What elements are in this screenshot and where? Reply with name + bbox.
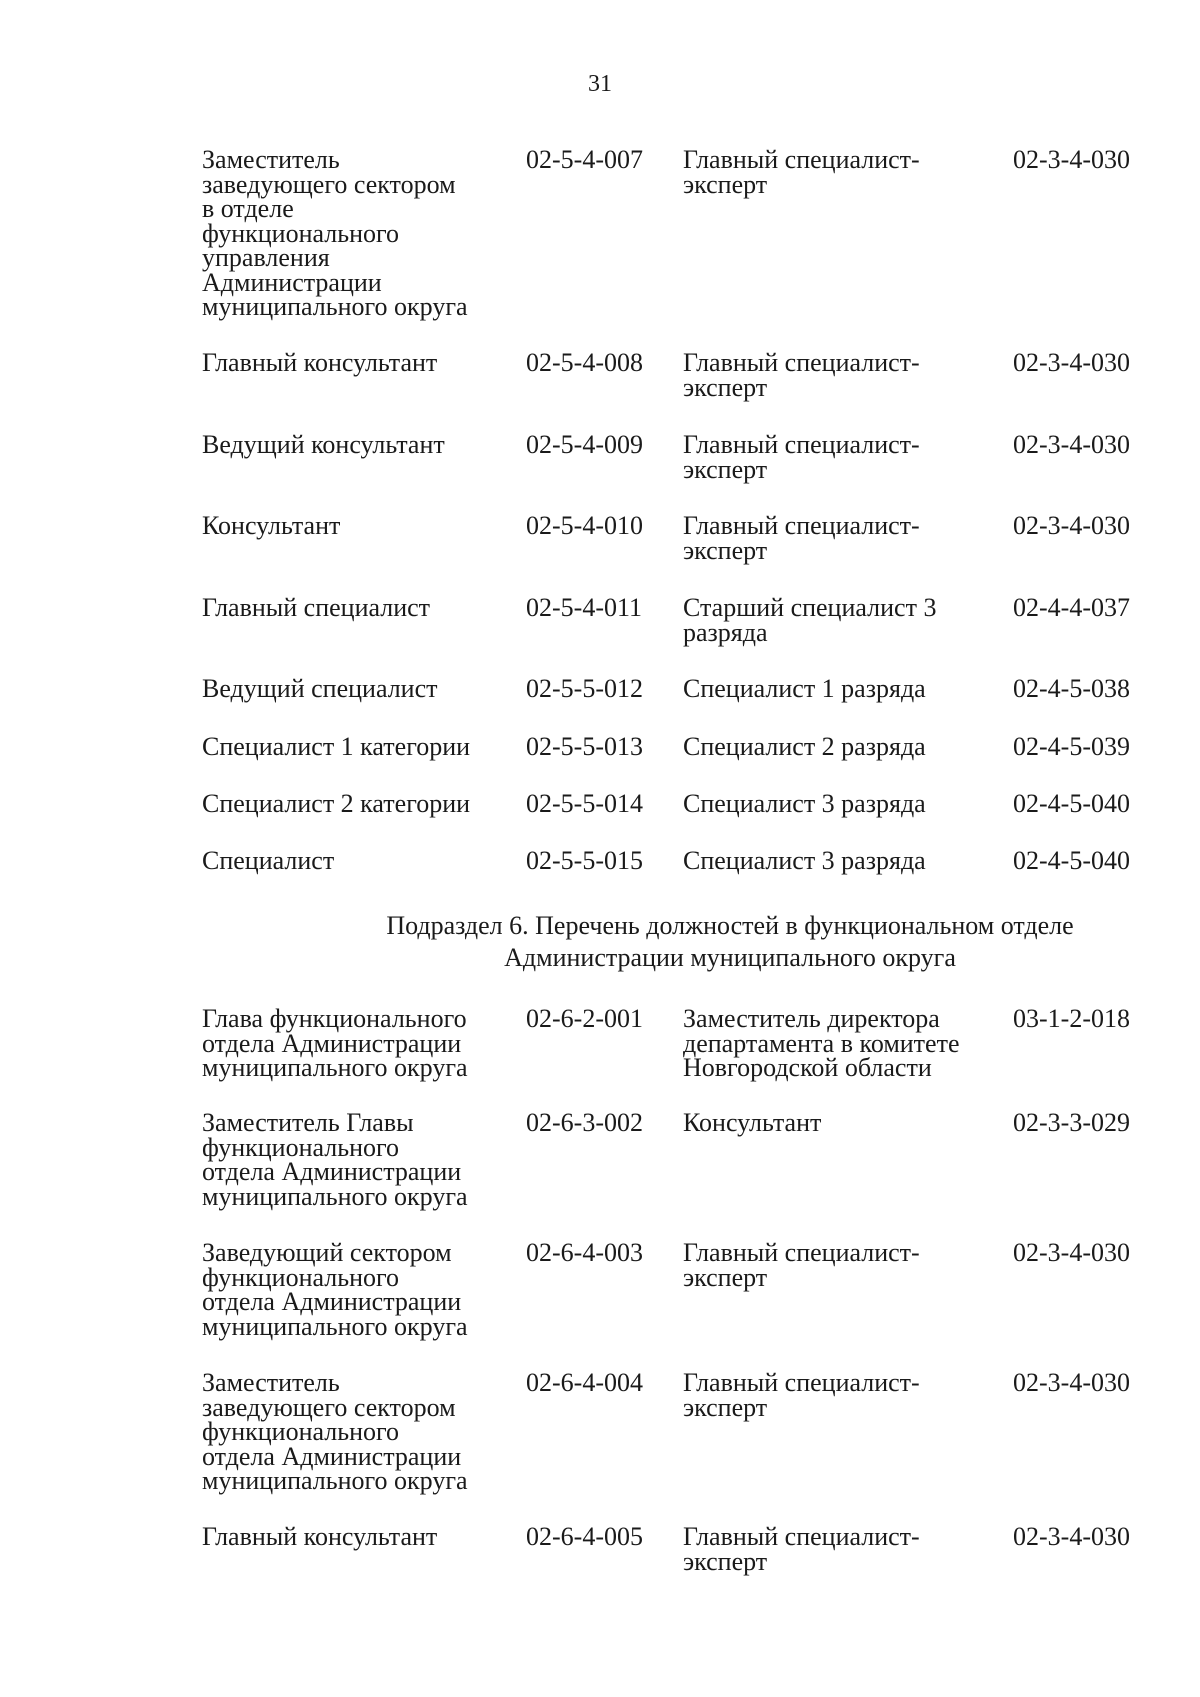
position-title: Главный консультант xyxy=(202,348,438,377)
position-title: Заместитель Главы функционального отдела Администрации муниципального округа xyxy=(202,1108,468,1211)
position-title: Консультант xyxy=(202,511,341,540)
position-code: 02-5-4-009 xyxy=(526,430,643,459)
equivalent-code: 02-3-4-030 xyxy=(1013,348,1130,377)
position-title: Специалист xyxy=(202,846,335,875)
equivalent-position: Главный специалист- эксперт xyxy=(683,1522,920,1576)
position-code: 02-5-5-013 xyxy=(526,732,643,761)
position-code: 02-5-4-007 xyxy=(526,145,643,174)
position-title: Специалист 2 категории xyxy=(202,789,471,818)
position-code: 02-6-3-002 xyxy=(526,1108,643,1137)
equivalent-code: 02-3-4-030 xyxy=(1013,145,1130,174)
equivalent-code: 02-3-4-030 xyxy=(1013,1238,1130,1267)
position-code: 02-5-4-011 xyxy=(526,593,643,622)
equivalent-position: Консультант xyxy=(683,1108,822,1137)
position-code: 02-5-5-014 xyxy=(526,789,643,818)
position-title: Глава функционального отдела Администрации муниципального округа xyxy=(202,1004,468,1082)
position-code: 02-5-4-010 xyxy=(526,511,643,540)
equivalent-code: 02-4-5-040 xyxy=(1013,789,1130,818)
equivalent-position: Главный специалист- эксперт xyxy=(683,348,920,402)
position-title: Заведующий сектором функционального отдела Администрации муниципального округа xyxy=(202,1238,468,1341)
subsection-heading: Подраздел 6. Перечень должностей в функциональном отделе Администрации муниципального округа xyxy=(386,911,1074,972)
equivalent-position: Старший специалист 3 разряда xyxy=(683,593,937,647)
equivalent-position: Специалист 3 разряда xyxy=(683,789,926,818)
position-code: 02-6-4-004 xyxy=(526,1368,643,1397)
position-title: Специалист 1 категории xyxy=(202,732,471,761)
equivalent-position: Главный специалист- эксперт xyxy=(683,1238,920,1292)
equivalent-code: 02-3-3-029 xyxy=(1013,1108,1130,1137)
position-code: 02-6-4-003 xyxy=(526,1238,643,1267)
position-code: 02-5-5-012 xyxy=(526,674,643,703)
equivalent-position: Заместитель директора департамента в комитете Новгородской области xyxy=(683,1004,960,1082)
position-title: Главный консультант xyxy=(202,1522,438,1551)
equivalent-position: Главный специалист- эксперт xyxy=(683,145,920,199)
position-title: Заместитель заведующего сектором в отделе функционального управления Администрации муниципального округа xyxy=(202,145,468,321)
equivalent-position: Специалист 2 разряда xyxy=(683,732,926,761)
equivalent-code: 02-4-5-039 xyxy=(1013,732,1130,761)
equivalent-code: 03-1-2-018 xyxy=(1013,1004,1130,1033)
equivalent-code: 02-3-4-030 xyxy=(1013,430,1130,459)
equivalent-code: 02-4-4-037 xyxy=(1013,593,1130,622)
equivalent-position: Специалист 1 разряда xyxy=(683,674,926,703)
page-number: 31 xyxy=(588,71,612,97)
position-code: 02-5-5-015 xyxy=(526,846,643,875)
equivalent-code: 02-4-5-040 xyxy=(1013,846,1130,875)
equivalent-code: 02-4-5-038 xyxy=(1013,674,1130,703)
position-title: Ведущий консультант xyxy=(202,430,445,459)
equivalent-position: Специалист 3 разряда xyxy=(683,846,926,875)
position-title: Главный специалист xyxy=(202,593,431,622)
equivalent-code: 02-3-4-030 xyxy=(1013,511,1130,540)
position-code: 02-5-4-008 xyxy=(526,348,643,377)
equivalent-position: Главный специалист- эксперт xyxy=(683,1368,920,1422)
position-title: Заместитель заведующего сектором функционального отдела Администрации муниципального округа xyxy=(202,1368,468,1495)
position-code: 02-6-2-001 xyxy=(526,1004,643,1033)
equivalent-position: Главный специалист- эксперт xyxy=(683,511,920,565)
equivalent-code: 02-3-4-030 xyxy=(1013,1368,1130,1397)
equivalent-code: 02-3-4-030 xyxy=(1013,1522,1130,1551)
position-title: Ведущий специалист xyxy=(202,674,438,703)
position-code: 02-6-4-005 xyxy=(526,1522,643,1551)
equivalent-position: Главный специалист- эксперт xyxy=(683,430,920,484)
